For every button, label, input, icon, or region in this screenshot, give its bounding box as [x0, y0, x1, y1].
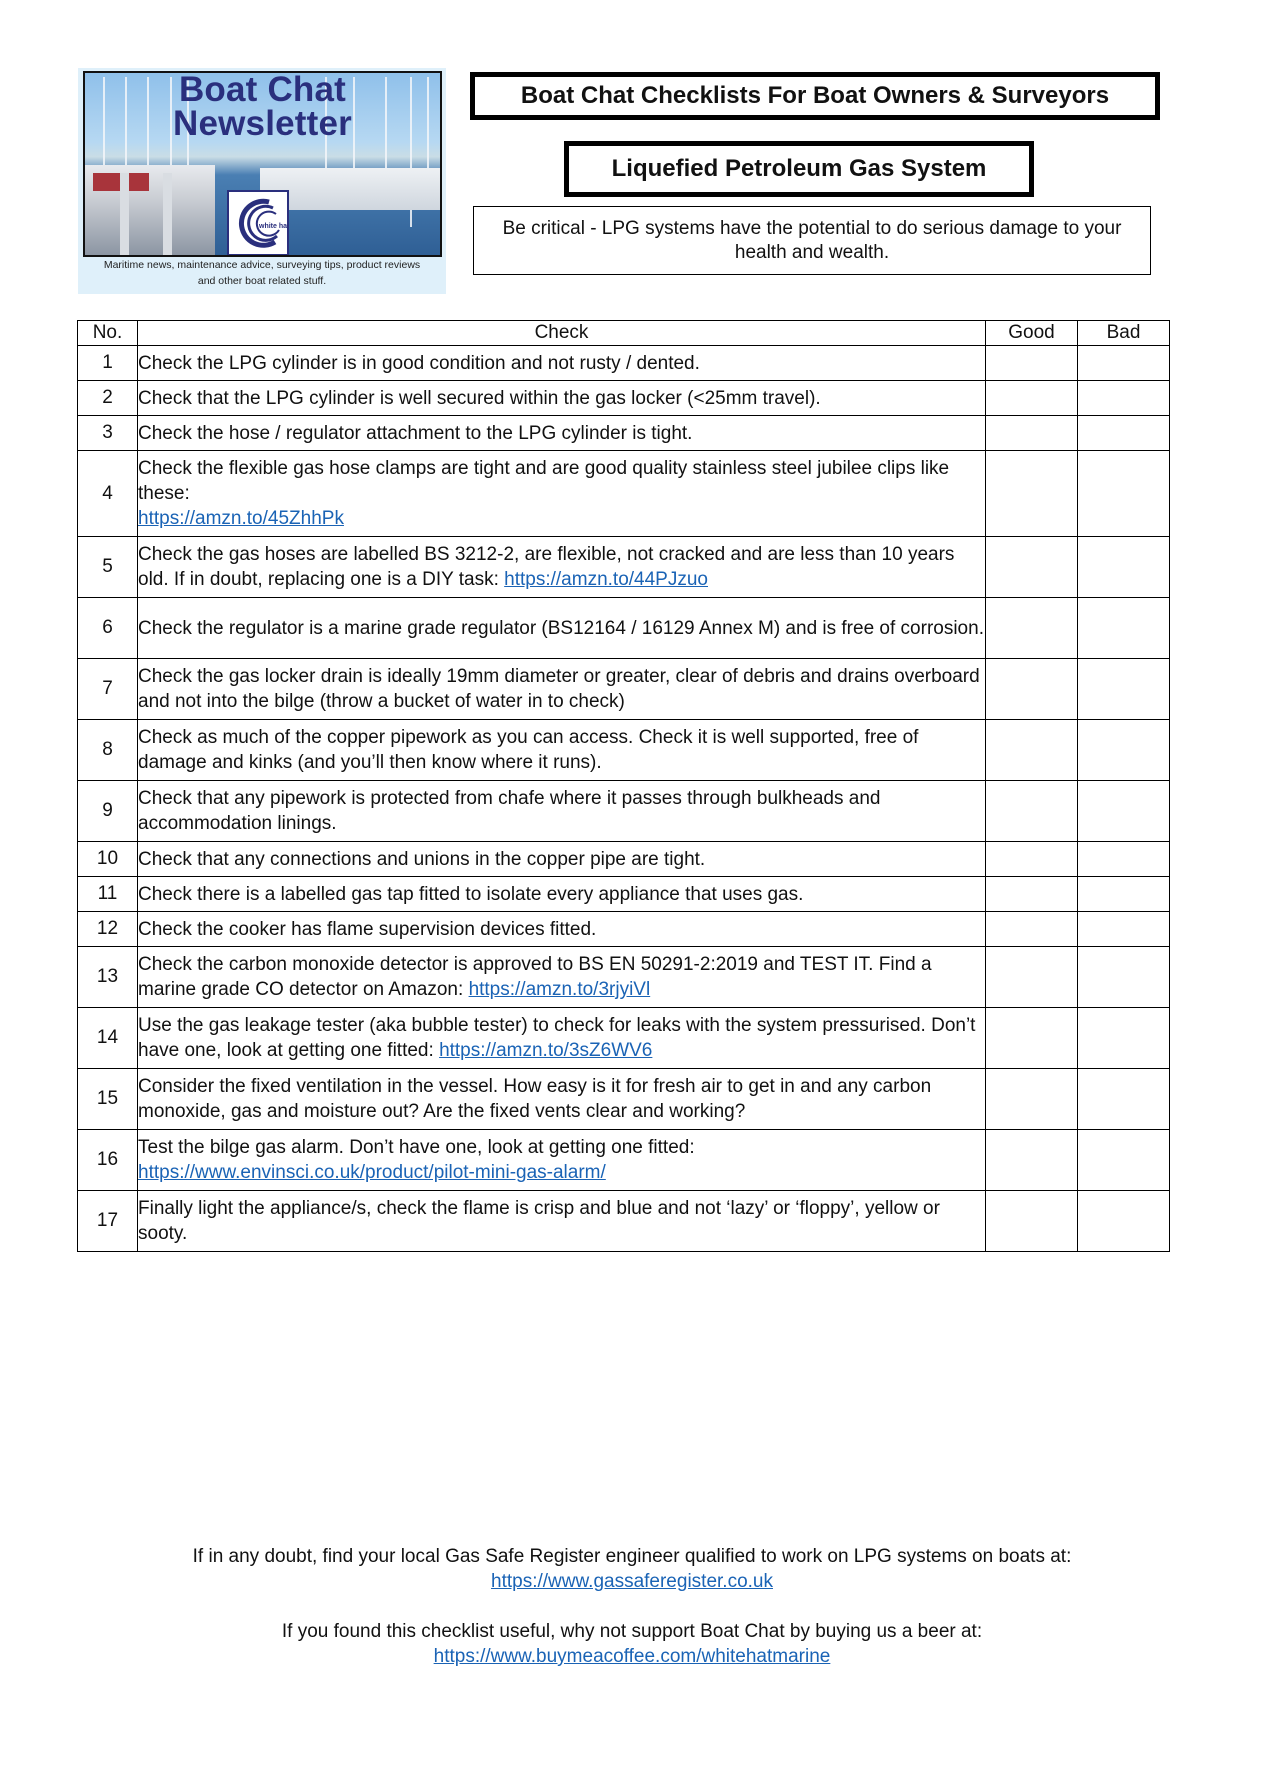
bad-cell[interactable] — [1078, 1191, 1170, 1252]
good-cell[interactable] — [986, 781, 1078, 842]
bad-cell[interactable] — [1078, 1069, 1170, 1130]
row-number: 16 — [78, 1130, 138, 1191]
bad-cell[interactable] — [1078, 537, 1170, 598]
row-number: 4 — [78, 451, 138, 537]
table-row — [78, 1191, 1170, 1252]
check-text: Check the hose / regulator attachment to the LPG cylinder is tight. — [138, 416, 986, 451]
check-text: Check the gas hoses are labelled BS 3212-2, are flexible, not cracked and are less than 10 years old. If in doubt, replacing one is a DIY task: https://amzn.to/44PJzuo — [138, 537, 986, 598]
bad-cell[interactable] — [1078, 659, 1170, 720]
table-row — [78, 947, 1170, 1008]
row-number: 17 — [78, 1191, 138, 1252]
table-row — [78, 416, 1170, 451]
check-text: Test the bilge gas alarm. Don’t have one, look at getting one fitted: https://www.envinsci.co.uk/product/pilot-mini-gas-alarm/ — [138, 1130, 986, 1191]
support-note: If you found this checklist useful, why not support Boat Chat by buying us a beer at: https://www.buymeacoffee.com/whitehatmarine — [281, 1621, 983, 1667]
check-text: Check the flexible gas hose clamps are tight and are good quality stainless steel jubilee clips like these: https://amzn.to/45ZhhPk — [138, 451, 986, 537]
check-text: Consider the fixed ventilation in the vessel. How easy is it for fresh air to get in and any carbon monoxide, gas and moisture out? Are the fixed vents clear and working? — [138, 1069, 986, 1130]
bad-cell[interactable] — [1078, 720, 1170, 781]
newsletter-logo — [78, 68, 446, 294]
bad-cell[interactable] — [1078, 451, 1170, 537]
marina-photo — [83, 71, 442, 257]
check-text: Check that the LPG cylinder is well secured within the gas locker (<25mm travel). — [138, 381, 986, 416]
row-number: 14 — [78, 1008, 138, 1069]
table-row — [78, 381, 1170, 416]
bad-cell[interactable] — [1078, 346, 1170, 381]
table-row — [78, 1130, 1170, 1191]
good-cell[interactable] — [986, 1008, 1078, 1069]
column-header-good: Good — [986, 321, 1078, 346]
jubilee-clips-link[interactable]: https://amzn.to/45ZhhPk — [138, 508, 344, 529]
check-text: Check that any pipework is protected from chafe where it passes through bulkheads and accommodation linings. — [138, 781, 986, 842]
table-header-row — [78, 321, 1170, 346]
good-cell[interactable] — [986, 598, 1078, 659]
leak-tester-link[interactable]: https://amzn.to/3sZ6WV6 — [439, 1040, 653, 1061]
good-cell[interactable] — [986, 659, 1078, 720]
table-row — [78, 877, 1170, 912]
co-detector-link[interactable]: https://amzn.to/3rjyiVl — [468, 979, 651, 1000]
good-cell[interactable] — [986, 877, 1078, 912]
check-text: Check the cooker has flame supervision devices fitted. — [138, 912, 986, 947]
row-number: 3 — [78, 416, 138, 451]
bad-cell[interactable] — [1078, 877, 1170, 912]
table-row — [78, 659, 1170, 720]
row-number: 5 — [78, 537, 138, 598]
good-cell[interactable] — [986, 947, 1078, 1008]
gas-hose-link[interactable]: https://amzn.to/44PJzuo — [504, 569, 708, 590]
good-cell[interactable] — [986, 381, 1078, 416]
check-text: Check that any connections and unions in the copper pipe are tight. — [138, 842, 986, 877]
column-header-bad: Bad — [1078, 321, 1170, 346]
bad-cell[interactable] — [1078, 598, 1170, 659]
table-row — [78, 720, 1170, 781]
logo-caption: Maritime news, maintenance advice, surveying tips, product reviews and other boat related stuff. — [103, 259, 421, 287]
good-cell[interactable] — [986, 912, 1078, 947]
table-row — [78, 781, 1170, 842]
good-cell[interactable] — [986, 842, 1078, 877]
check-text: Check as much of the copper pipework as you can access. Check it is well supported, free of damage and kinks (and you’ll then know where it runs). — [138, 720, 986, 781]
row-number: 1 — [78, 346, 138, 381]
bad-cell[interactable] — [1078, 416, 1170, 451]
row-number: 7 — [78, 659, 138, 720]
white-hat-logo-icon — [227, 190, 289, 256]
column-header-no: No. — [78, 321, 138, 346]
row-number: 12 — [78, 912, 138, 947]
good-cell[interactable] — [986, 1130, 1078, 1191]
gas-safe-note: If in any doubt, find your local Gas Safe Register engineer qualified to work on LPG systems on boats at: https://www.gassaferegister.co.uk — [192, 1546, 1072, 1592]
buy-me-a-coffee-link[interactable]: https://www.buymeacoffee.com/whitehatmarine — [433, 1646, 831, 1667]
row-number: 8 — [78, 720, 138, 781]
gas-alarm-link[interactable]: https://www.envinsci.co.uk/product/pilot-mini-gas-alarm/ — [138, 1162, 606, 1183]
table-row — [78, 1069, 1170, 1130]
row-number: 15 — [78, 1069, 138, 1130]
good-cell[interactable] — [986, 346, 1078, 381]
gas-safe-register-link[interactable]: https://www.gassaferegister.co.uk — [491, 1571, 773, 1592]
row-number: 9 — [78, 781, 138, 842]
table-row — [78, 912, 1170, 947]
document-title: Boat Chat Checklists For Boat Owners & Surveyors — [470, 72, 1160, 120]
table-row — [78, 598, 1170, 659]
footer — [77, 1544, 1187, 1694]
bad-cell[interactable] — [1078, 1008, 1170, 1069]
check-text: Check the regulator is a marine grade regulator (BS12164 / 16129 Annex M) and is free of corrosion. — [138, 598, 986, 659]
row-number: 2 — [78, 381, 138, 416]
table-row — [78, 842, 1170, 877]
check-text: Check there is a labelled gas tap fitted to isolate every appliance that uses gas. — [138, 877, 986, 912]
check-text: Check the LPG cylinder is in good condition and not rusty / dented. — [138, 346, 986, 381]
bad-cell[interactable] — [1078, 912, 1170, 947]
table-row — [78, 346, 1170, 381]
good-cell[interactable] — [986, 537, 1078, 598]
logo-title: Boat Chat Newsletter — [172, 71, 353, 143]
table-row — [78, 537, 1170, 598]
good-cell[interactable] — [986, 720, 1078, 781]
bad-cell[interactable] — [1078, 842, 1170, 877]
table-row — [78, 1008, 1170, 1069]
bad-cell[interactable] — [1078, 1130, 1170, 1191]
good-cell[interactable] — [986, 1069, 1078, 1130]
check-text: Use the gas leakage tester (aka bubble tester) to check for leaks with the system pressurised. Don’t have one, look at getting one fitted: https://amzn.to/3sZ6WV6 — [138, 1008, 986, 1069]
bad-cell[interactable] — [1078, 781, 1170, 842]
row-number: 11 — [78, 877, 138, 912]
check-text: Finally light the appliance/s, check the flame is crisp and blue and not ‘lazy’ or ‘floppy’, yellow or sooty. — [138, 1191, 986, 1252]
svg-text:white hat: white hat — [259, 223, 287, 230]
good-cell[interactable] — [986, 451, 1078, 537]
row-number: 10 — [78, 842, 138, 877]
row-number: 13 — [78, 947, 138, 1008]
good-cell[interactable] — [986, 416, 1078, 451]
checklist-table — [77, 320, 1170, 1252]
check-text: Check the gas locker drain is ideally 19mm diameter or greater, clear of debris and drains overboard and not into the bilge (throw a bucket of water in to check) — [138, 659, 986, 720]
check-text: Check the carbon monoxide detector is approved to BS EN 50291-2:2019 and TEST IT. Find a marine grade CO detector on Amazon: https://amzn.to/3rjyiVl — [138, 947, 986, 1008]
document-subtitle: Liquefied Petroleum Gas System — [564, 141, 1034, 197]
bad-cell[interactable] — [1078, 947, 1170, 1008]
bad-cell[interactable] — [1078, 381, 1170, 416]
good-cell[interactable] — [986, 1191, 1078, 1252]
column-header-check: Check — [138, 321, 986, 346]
warning-note: Be critical - LPG systems have the potential to do serious damage to your health and wealth. — [473, 206, 1151, 275]
row-number: 6 — [78, 598, 138, 659]
table-row — [78, 451, 1170, 537]
